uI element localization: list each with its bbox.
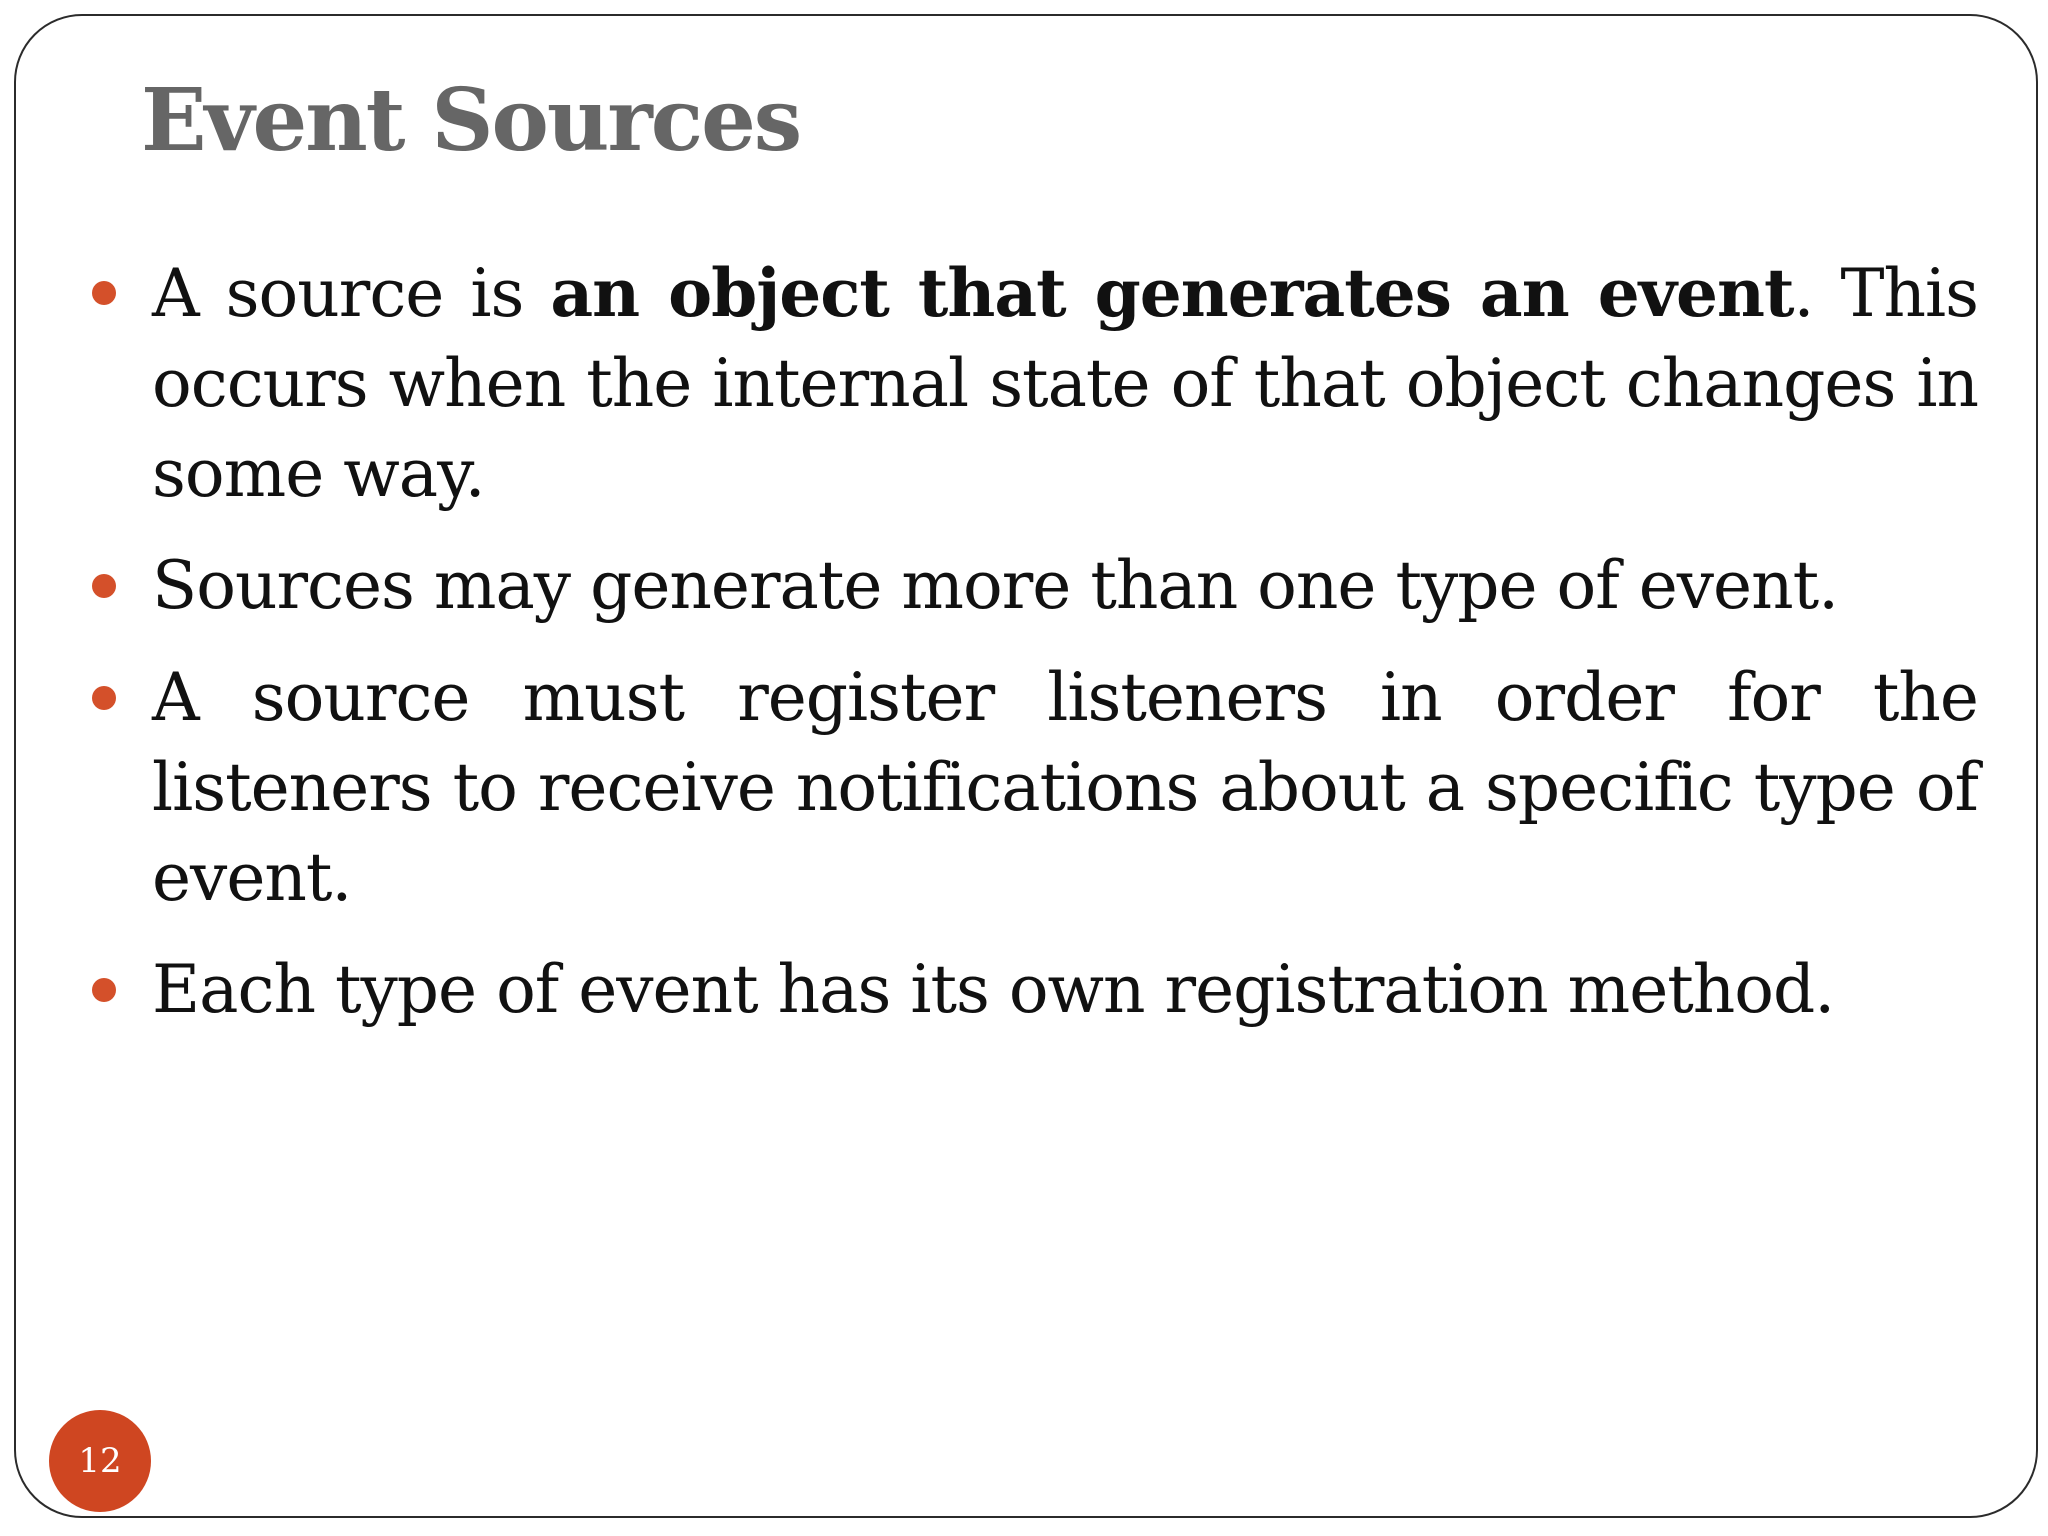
bullet-1-text-start: A source is (152, 255, 551, 332)
bullet-dot-icon (92, 686, 116, 710)
bullet-list (88, 248, 1978, 1057)
bullet-dot-icon (92, 574, 116, 598)
bullet-1-text-end: . This occurs when the internal state of that object changes in some way. (152, 255, 1979, 512)
slide-title: Event Sources (141, 70, 801, 171)
bullet-1-bold-phrase: an object that generates an event (550, 254, 1794, 332)
slide-frame (14, 14, 2038, 1518)
bullet-item-1 (88, 248, 1978, 519)
page-number-badge: 12 (49, 1410, 151, 1512)
bullet-3-text: A source must register listeners in order for the listeners to receive notifications about a specific type of event. (152, 659, 1978, 916)
bullet-4-text: Each type of event has its own registration method. (152, 951, 1835, 1028)
bullet-dot-icon (92, 281, 116, 305)
bullet-item-2 (88, 541, 1978, 631)
bullet-item-4 (88, 945, 1978, 1035)
bullet-2-text: Sources may generate more than one type of event. (152, 547, 1839, 624)
bullet-item-3 (88, 653, 1978, 923)
bullet-dot-icon (92, 978, 116, 1002)
